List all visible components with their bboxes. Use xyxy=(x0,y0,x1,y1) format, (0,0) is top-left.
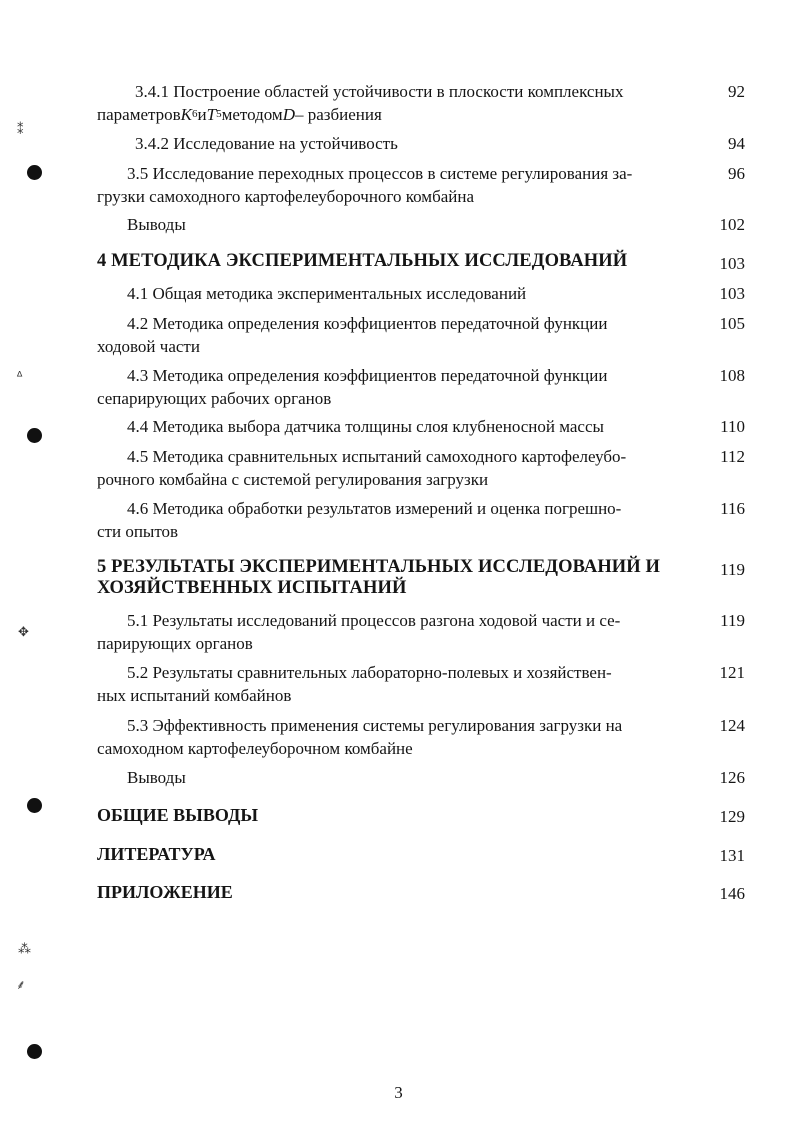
toc-entry-continuation: сепарирующих рабочих органов xyxy=(97,389,332,408)
toc-entry xyxy=(127,162,632,185)
toc-chapter-title: ЛИТЕРАТУРА xyxy=(97,844,216,864)
scan-mark: ⁂ xyxy=(18,942,31,957)
toc-entry xyxy=(127,312,607,335)
toc-page-number: 131 xyxy=(719,846,745,865)
toc-page-number: 110 xyxy=(720,417,745,436)
toc-entry-title: Выводы xyxy=(127,215,186,234)
toc-page-number: 102 xyxy=(719,215,745,234)
toc-entry xyxy=(127,213,186,236)
toc-entry xyxy=(127,497,621,520)
toc-page-number: 146 xyxy=(719,884,745,903)
toc-entry xyxy=(127,415,604,438)
toc-entry-title: 5.1 Результаты исследований процессов разгона ходовой части и се- xyxy=(127,611,621,630)
toc-page-number: 94 xyxy=(728,134,745,153)
toc-chapter-title: 4 МЕТОДИКА ЭКСПЕРИМЕНТАЛЬНЫХ ИССЛЕДОВАНИЙ xyxy=(97,251,628,271)
toc-entry-title: 4.6 Методика обработки результатов измерений и оценка погрешно- xyxy=(127,499,622,518)
toc-entry xyxy=(127,282,526,305)
toc-entry-continuation: параметров K 6 и T 5 методом D – разбиения xyxy=(97,105,382,124)
toc-chapter-title: ПРИЛОЖЕНИЕ xyxy=(97,882,233,902)
scan-mark: ⁑ xyxy=(17,123,24,138)
toc-entry-title: 3.5 Исследование переходных процессов в системе регулирования за- xyxy=(127,164,633,183)
toc-chapter-title: 5 РЕЗУЛЬТАТЫ ЭКСПЕРИМЕНТАЛЬНЫХ ИССЛЕДОВАНИЙ И xyxy=(97,557,661,577)
toc-entry xyxy=(127,445,626,468)
toc-entry-title: 5.3 Эффективность применения системы регулирования загрузки на xyxy=(127,716,623,735)
toc-entry-continuation: сти опытов xyxy=(97,522,179,541)
scan-mark: ✥ xyxy=(18,625,29,640)
toc-entry-title: 5.2 Результаты сравнительных лабораторно-полевых и хозяйствен- xyxy=(127,663,612,682)
binder-hole xyxy=(27,798,42,813)
toc-page-number: 126 xyxy=(719,768,745,787)
toc-entry-title: 4.5 Методика сравнительных испытаний самоходного картофелеубо- xyxy=(127,447,627,466)
toc-entry xyxy=(127,661,612,684)
toc-chapter-title: ОБЩИЕ ВЫВОДЫ xyxy=(97,805,259,825)
toc-entry-title: 4.4 Методика выбора датчика толщины слоя клубненосной массы xyxy=(127,417,604,436)
toc-entry-continuation: парирующих органов xyxy=(97,634,253,653)
toc-entry xyxy=(127,714,622,737)
toc-page-number: 103 xyxy=(719,254,745,273)
toc-chapter xyxy=(97,251,627,272)
toc-chapter xyxy=(97,844,215,865)
toc-page-number: 103 xyxy=(719,284,745,303)
toc-page-number: 96 xyxy=(728,164,745,183)
toc-entry-title: 4.1 Общая методика экспериментальных исследований xyxy=(127,284,527,303)
toc-chapter xyxy=(97,557,660,578)
toc-page-number: 119 xyxy=(720,560,745,579)
toc-page-number: 92 xyxy=(728,82,745,101)
toc-entry-title: 3.4.1 Построение областей устойчивости в плоскости комплексных xyxy=(135,82,624,101)
toc-entry-title: 3.4.2 Исследование на устойчивость xyxy=(135,134,398,153)
toc-page-number: 108 xyxy=(719,366,745,385)
toc-chapter-continuation: ХОЗЯЙСТВЕННЫХ ИСПЫТАНИЙ xyxy=(97,578,407,598)
page-number: 3 xyxy=(394,1083,403,1102)
toc-page-number: 105 xyxy=(719,314,745,333)
toc-entry-continuation: рочного комбайна с системой регулирования загрузки xyxy=(97,470,489,489)
toc-chapter xyxy=(97,882,233,903)
toc-entry xyxy=(127,609,620,632)
toc-entry xyxy=(127,766,186,789)
toc-entry-title: Выводы xyxy=(127,768,186,787)
toc-page-number: 116 xyxy=(720,499,745,518)
toc-entry xyxy=(127,364,607,387)
toc-entry xyxy=(135,132,398,155)
toc-entry-continuation: ных испытаний комбайнов xyxy=(97,686,292,705)
scan-mark: ⸙ xyxy=(16,978,26,993)
binder-hole xyxy=(27,1044,42,1059)
binder-hole xyxy=(27,165,42,180)
toc-chapter xyxy=(97,805,258,826)
toc-entry-title: 4.3 Методика определения коэффициентов передаточной функции xyxy=(127,366,608,385)
toc-entry-continuation: ходовой части xyxy=(97,337,200,356)
scan-mark: ᐞ xyxy=(16,370,24,385)
toc-page-number: 112 xyxy=(720,447,745,466)
toc-page-number: 119 xyxy=(720,611,745,630)
toc-page-number: 124 xyxy=(719,716,745,735)
toc-page-number: 121 xyxy=(719,663,745,682)
binder-hole xyxy=(27,428,42,443)
toc-entry-continuation: самоходном картофелеуборочном комбайне xyxy=(97,739,413,758)
toc-entry xyxy=(135,80,623,103)
toc-entry-continuation: грузки самоходного картофелеуборочного комбайна xyxy=(97,187,475,206)
toc-entry-title: 4.2 Методика определения коэффициентов передаточной функции xyxy=(127,314,608,333)
toc-page-number: 129 xyxy=(719,807,745,826)
